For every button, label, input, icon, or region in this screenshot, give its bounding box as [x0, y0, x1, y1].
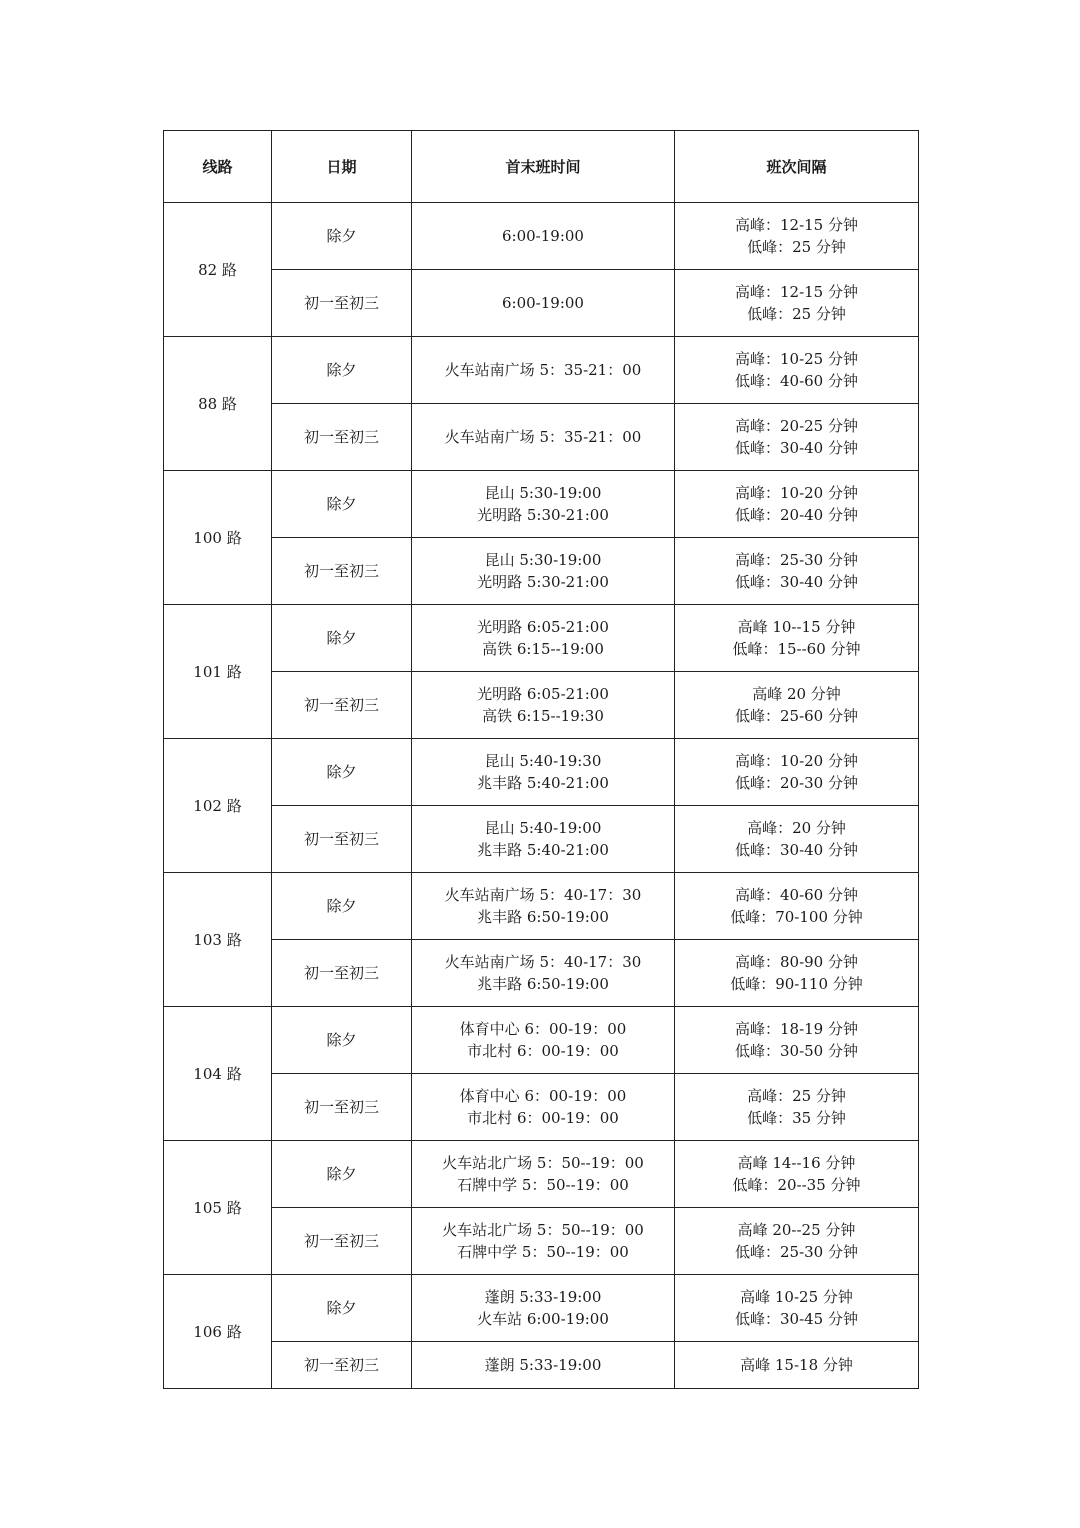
service-hours-cell [412, 203, 675, 270]
table-row [164, 538, 919, 605]
service-hours-cell [412, 270, 675, 337]
date-cell: 除夕 [272, 1275, 412, 1342]
table-row [164, 672, 919, 739]
headway-cell [675, 605, 919, 672]
header-headway: 班次间隔 [675, 131, 919, 203]
headway-line: 低峰：20-40 分钟 [734, 506, 858, 524]
service-hours-line: 6:00-19:00 [502, 227, 584, 245]
headway-line: 高峰 10-25 分钟 [740, 1288, 853, 1306]
route-name-cell: 102 路 [164, 739, 272, 873]
date-cell: 初一至初三 [272, 270, 412, 337]
headway-cell [675, 1275, 919, 1342]
service-hours-cell [412, 1208, 675, 1275]
headway-line: 低峰：15--60 分钟 [732, 640, 861, 658]
header-route: 线路 [164, 131, 272, 203]
bus-schedule-table [163, 130, 919, 1389]
service-hours-line: 光明路 6:05-21:00 [477, 618, 609, 636]
headway-cell [675, 672, 919, 739]
date-cell: 初一至初三 [272, 940, 412, 1007]
headway-line: 低峰：25-60 分钟 [734, 707, 858, 725]
service-hours-cell [412, 806, 675, 873]
service-hours-cell [412, 1342, 675, 1389]
service-hours-line: 光明路 5:30-21:00 [477, 506, 609, 524]
service-hours-line: 昆山 5:30-19:00 [484, 484, 602, 502]
route-name-cell: 88 路 [164, 337, 272, 471]
header-row [164, 131, 919, 203]
service-hours-line: 火车站南广场 5：40-17：30 [444, 886, 642, 904]
headway-line: 低峰：25 分钟 [747, 238, 846, 256]
service-hours-line: 火车站南广场 5：35-21：00 [444, 361, 642, 379]
service-hours-line: 昆山 5:30-19:00 [484, 551, 602, 569]
headway-cell [675, 1074, 919, 1141]
headway-cell [675, 471, 919, 538]
table-row [164, 739, 919, 806]
service-hours-line: 兆丰路 5:40-21:00 [477, 774, 609, 792]
headway-line: 低峰：30-50 分钟 [734, 1042, 858, 1060]
date-cell: 除夕 [272, 203, 412, 270]
headway-line: 低峰：40-60 分钟 [734, 372, 858, 390]
route-name-cell: 103 路 [164, 873, 272, 1007]
table-row [164, 1141, 919, 1208]
date-cell: 初一至初三 [272, 1342, 412, 1389]
headway-line: 高峰 14--16 分钟 [737, 1154, 856, 1172]
headway-line: 高峰 10--15 分钟 [737, 618, 856, 636]
table-row [164, 1208, 919, 1275]
table-row [164, 806, 919, 873]
table-row [164, 1074, 919, 1141]
headway-line: 高峰 20 分钟 [752, 685, 841, 703]
headway-line: 高峰：10-20 分钟 [734, 484, 858, 502]
headway-cell [675, 806, 919, 873]
service-hours-line: 6:00-19:00 [502, 294, 584, 312]
service-hours-line: 体育中心 6：00-19：00 [459, 1087, 627, 1105]
service-hours-line: 昆山 5:40-19:30 [484, 752, 602, 770]
service-hours-line: 高铁 6:15--19:30 [482, 707, 604, 725]
service-hours-cell [412, 605, 675, 672]
headway-cell [675, 1342, 919, 1389]
headway-line: 高峰：25-30 分钟 [734, 551, 858, 569]
headway-cell [675, 739, 919, 806]
headway-line: 高峰：20-25 分钟 [734, 417, 858, 435]
service-hours-line: 蓬朗 5:33-19:00 [484, 1288, 602, 1306]
route-name-cell: 104 路 [164, 1007, 272, 1141]
service-hours-line: 光明路 5:30-21:00 [477, 573, 609, 591]
service-hours-cell [412, 940, 675, 1007]
headway-line: 高峰：10-20 分钟 [734, 752, 858, 770]
headway-line: 高峰：12-15 分钟 [734, 216, 858, 234]
service-hours-cell [412, 672, 675, 739]
service-hours-line: 兆丰路 6:50-19:00 [477, 975, 609, 993]
route-name-cell: 105 路 [164, 1141, 272, 1275]
service-hours-cell [412, 1074, 675, 1141]
table-row [164, 1007, 919, 1074]
headway-cell [675, 538, 919, 605]
service-hours-line: 兆丰路 5:40-21:00 [477, 841, 609, 859]
table-row [164, 873, 919, 940]
date-cell: 初一至初三 [272, 672, 412, 739]
service-hours-line: 火车站南广场 5：35-21：00 [444, 428, 642, 446]
headway-line: 低峰：30-40 分钟 [734, 841, 858, 859]
headway-line: 低峰：25 分钟 [747, 305, 846, 323]
service-hours-line: 光明路 6:05-21:00 [477, 685, 609, 703]
date-cell: 初一至初三 [272, 538, 412, 605]
headway-cell [675, 1208, 919, 1275]
service-hours-line: 石牌中学 5：50--19：00 [457, 1243, 629, 1261]
service-hours-line: 火车站北广场 5：50--19：00 [442, 1221, 644, 1239]
headway-cell [675, 1141, 919, 1208]
service-hours-cell [412, 337, 675, 404]
route-name-cell: 106 路 [164, 1275, 272, 1389]
table-row [164, 940, 919, 1007]
headway-line: 低峰：35 分钟 [747, 1109, 846, 1127]
service-hours-cell [412, 873, 675, 940]
headway-cell [675, 203, 919, 270]
service-hours-line: 高铁 6:15--19:00 [482, 640, 604, 658]
service-hours-line: 火车站 6:00-19:00 [477, 1310, 609, 1328]
headway-line: 高峰：25 分钟 [747, 1087, 846, 1105]
route-name-cell: 82 路 [164, 203, 272, 337]
headway-line: 高峰：80-90 分钟 [734, 953, 858, 971]
service-hours-cell [412, 538, 675, 605]
headway-cell [675, 270, 919, 337]
date-cell: 除夕 [272, 337, 412, 404]
table-row [164, 337, 919, 404]
service-hours-cell [412, 1007, 675, 1074]
headway-line: 低峰：30-45 分钟 [734, 1310, 858, 1328]
headway-cell [675, 337, 919, 404]
service-hours-cell [412, 1275, 675, 1342]
service-hours-line: 蓬朗 5:33-19:00 [484, 1356, 602, 1374]
date-cell: 除夕 [272, 471, 412, 538]
headway-line: 低峰：70-100 分钟 [730, 908, 863, 926]
date-cell: 初一至初三 [272, 404, 412, 471]
table-body [164, 203, 919, 1389]
table-row [164, 1275, 919, 1342]
headway-line: 低峰：25-30 分钟 [734, 1243, 858, 1261]
table-row [164, 270, 919, 337]
table-row [164, 404, 919, 471]
headway-line: 高峰 20--25 分钟 [737, 1221, 856, 1239]
headway-line: 高峰：12-15 分钟 [734, 283, 858, 301]
service-hours-line: 市北村 6：00-19：00 [467, 1042, 619, 1060]
service-hours-line: 市北村 6：00-19：00 [467, 1109, 619, 1127]
date-cell: 除夕 [272, 873, 412, 940]
service-hours-cell [412, 1141, 675, 1208]
route-name-cell: 100 路 [164, 471, 272, 605]
date-cell: 初一至初三 [272, 806, 412, 873]
service-hours-line: 火车站北广场 5：50--19：00 [442, 1154, 644, 1172]
table-row [164, 471, 919, 538]
headway-cell [675, 873, 919, 940]
service-hours-cell [412, 739, 675, 806]
date-cell: 除夕 [272, 1007, 412, 1074]
headway-line: 高峰：10-25 分钟 [734, 350, 858, 368]
table-row [164, 203, 919, 270]
date-cell: 除夕 [272, 605, 412, 672]
headway-line: 低峰：30-40 分钟 [734, 573, 858, 591]
service-hours-line: 体育中心 6：00-19：00 [459, 1020, 627, 1038]
headway-line: 高峰：40-60 分钟 [734, 886, 858, 904]
headway-line: 低峰：90-110 分钟 [730, 975, 863, 993]
table-row [164, 1342, 919, 1389]
service-hours-line: 石牌中学 5：50--19：00 [457, 1176, 629, 1194]
service-hours-cell [412, 471, 675, 538]
date-cell: 初一至初三 [272, 1208, 412, 1275]
service-hours-line: 兆丰路 6:50-19:00 [477, 908, 609, 926]
service-hours-line: 火车站南广场 5：40-17：30 [444, 953, 642, 971]
headway-line: 低峰：30-40 分钟 [734, 439, 858, 457]
service-hours-cell [412, 404, 675, 471]
header-service-hours: 首末班时间 [412, 131, 675, 203]
headway-cell [675, 1007, 919, 1074]
header-date: 日期 [272, 131, 412, 203]
headway-cell [675, 940, 919, 1007]
date-cell: 除夕 [272, 739, 412, 806]
headway-line: 高峰 15-18 分钟 [740, 1356, 853, 1374]
table-header [164, 131, 919, 203]
headway-line: 高峰：18-19 分钟 [734, 1020, 858, 1038]
headway-line: 高峰：20 分钟 [747, 819, 846, 837]
headway-line: 低峰：20--35 分钟 [732, 1176, 861, 1194]
date-cell: 除夕 [272, 1141, 412, 1208]
date-cell: 初一至初三 [272, 1074, 412, 1141]
headway-line: 低峰：20-30 分钟 [734, 774, 858, 792]
route-name-cell: 101 路 [164, 605, 272, 739]
service-hours-line: 昆山 5:40-19:00 [484, 819, 602, 837]
table-row [164, 605, 919, 672]
headway-cell [675, 404, 919, 471]
